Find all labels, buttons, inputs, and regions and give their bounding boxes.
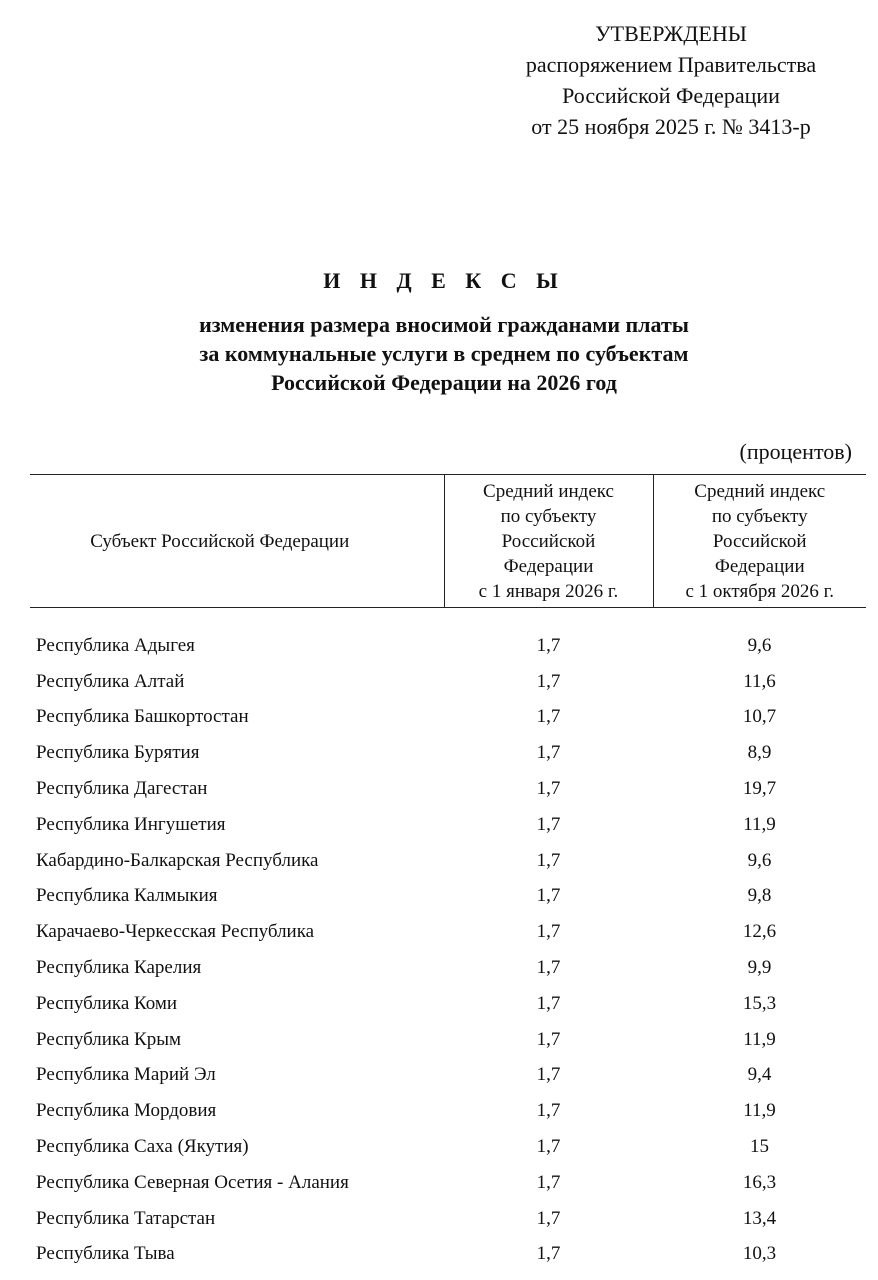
subject-cell: Республика Адыгея [36,634,195,656]
document-title-block [0,266,878,397]
oct-index-cell: 11,9 [743,813,776,835]
header-jan-line: с 1 января 2026 г. [478,581,619,602]
header-jan-line: по субъекту [500,506,597,527]
subject-cell: Республика Башкортостан [36,706,249,728]
approval-stamp [490,18,852,142]
oct-index-cell: 16,3 [742,1171,777,1193]
table-row [30,1201,866,1237]
oct-index-cell: 13,4 [742,1207,777,1229]
approval-date-line: от 25 ноября 2025 г. № 3413-р [531,114,811,139]
subtitle-line-3: Российской Федерации на 2026 год [271,370,617,395]
units-note: (процентов) [739,439,852,464]
jan-index-cell: 1,7 [536,957,561,979]
document-title: И Н Д Е К С Ы [323,268,565,293]
jan-index-cell: 1,7 [536,1243,561,1265]
oct-index-cell: 9,8 [747,885,772,907]
subject-cell: Республика Мордовия [36,1100,217,1122]
subject-cell: Республика Алтай [36,670,185,692]
jan-index-cell: 1,7 [536,742,561,764]
oct-index-cell: 15,3 [742,992,777,1014]
header-oct-line: Федерации [714,556,805,577]
header-subject: Субъект Российской Федерации [30,475,444,608]
approval-decree-line: распоряжением Правительства [525,52,817,77]
table-row [30,914,866,950]
jan-index-cell: 1,7 [536,670,561,692]
subject-cell: Республика Ингушетия [36,813,226,835]
document-subtitle [0,310,878,397]
oct-index-cell: 12,6 [742,921,777,943]
table-row [30,771,866,807]
header-jan-line: Средний индекс [483,481,614,502]
spacer-cell [30,608,866,629]
subtitle-line-1: изменения размера вносимой гражданами платы [199,312,689,337]
table-row [30,628,866,664]
oct-index-cell: 19,7 [742,778,777,800]
subject-cell: Республика Северная Осетия - Алания [36,1171,349,1193]
subject-cell: Республика Калмыкия [36,885,218,907]
jan-index-cell: 1,7 [536,706,561,728]
jan-index-cell: 1,7 [536,1207,561,1229]
header-oct-line: с 1 октября 2026 г. [685,581,834,602]
table-row [30,843,866,879]
subject-cell: Республика Дагестан [36,778,208,800]
oct-index-cell: 9,6 [747,634,772,656]
jan-index-cell: 1,7 [536,1100,561,1122]
jan-index-cell: 1,7 [536,849,561,871]
oct-index-cell: 15 [750,1136,769,1158]
jan-index-cell: 1,7 [536,921,561,943]
oct-index-cell: 11,6 [743,670,776,692]
table-row [30,1058,866,1094]
header-jan-line: Российской [501,531,596,552]
table-row [30,1022,866,1058]
jan-index-cell: 1,7 [536,1028,561,1050]
oct-index-cell: 11,9 [743,1028,776,1050]
table-row [30,1165,866,1201]
jan-index-cell: 1,7 [536,1171,561,1193]
oct-index-cell: 9,6 [747,849,772,871]
subtitle-line-2: за коммунальные услуги в среднем по субъектам [199,341,689,366]
table-row [30,807,866,843]
subject-cell: Республика Марий Эл [36,1064,216,1086]
header-january-index [444,475,653,608]
table-row [30,950,866,986]
table-row [30,879,866,915]
header-oct-line: Российской [712,531,807,552]
subject-cell: Кабардино-Балкарская Республика [36,849,319,871]
table-row [30,1093,866,1129]
subject-cell: Республика Крым [36,1028,182,1050]
oct-index-cell: 11,9 [743,1100,776,1122]
subject-cell: Республика Саха (Якутия) [36,1136,249,1158]
table-row [30,735,866,771]
jan-index-cell: 1,7 [536,885,561,907]
jan-index-cell: 1,7 [536,813,561,835]
header-jan-line: Федерации [503,556,594,577]
oct-index-cell: 10,3 [742,1243,777,1265]
jan-index-cell: 1,7 [536,634,561,656]
header-october-index [653,475,866,608]
oct-index-cell: 8,9 [747,742,772,764]
oct-index-cell: 9,9 [747,957,772,979]
approval-authority-line: Российской Федерации [562,83,780,108]
header-oct-line: по субъекту [711,506,808,527]
subject-cell: Карачаево-Черкесская Республика [36,921,315,943]
subject-cell: Республика Тыва [36,1243,175,1265]
approval-heading: УТВЕРЖДЕНЫ [595,21,747,46]
table-row [30,664,866,700]
indices-table [30,474,866,1272]
oct-index-cell: 10,7 [742,706,777,728]
table-header-row [30,475,866,608]
oct-index-cell: 9,4 [747,1064,772,1086]
subject-cell: Республика Бурятия [36,742,200,764]
subject-cell: Республика Коми [36,992,178,1014]
jan-index-cell: 1,7 [536,778,561,800]
jan-index-cell: 1,7 [536,992,561,1014]
indices-table-wrapper [30,474,866,1272]
subject-cell: Республика Татарстан [36,1207,216,1229]
header-oct-line: Средний индекс [694,481,826,502]
table-row [30,1237,866,1273]
jan-index-cell: 1,7 [536,1064,561,1086]
table-spacer-row [30,608,866,629]
table-row [30,986,866,1022]
table-row [30,1129,866,1165]
subject-cell: Республика Карелия [36,957,202,979]
jan-index-cell: 1,7 [536,1136,561,1158]
table-row [30,700,866,736]
